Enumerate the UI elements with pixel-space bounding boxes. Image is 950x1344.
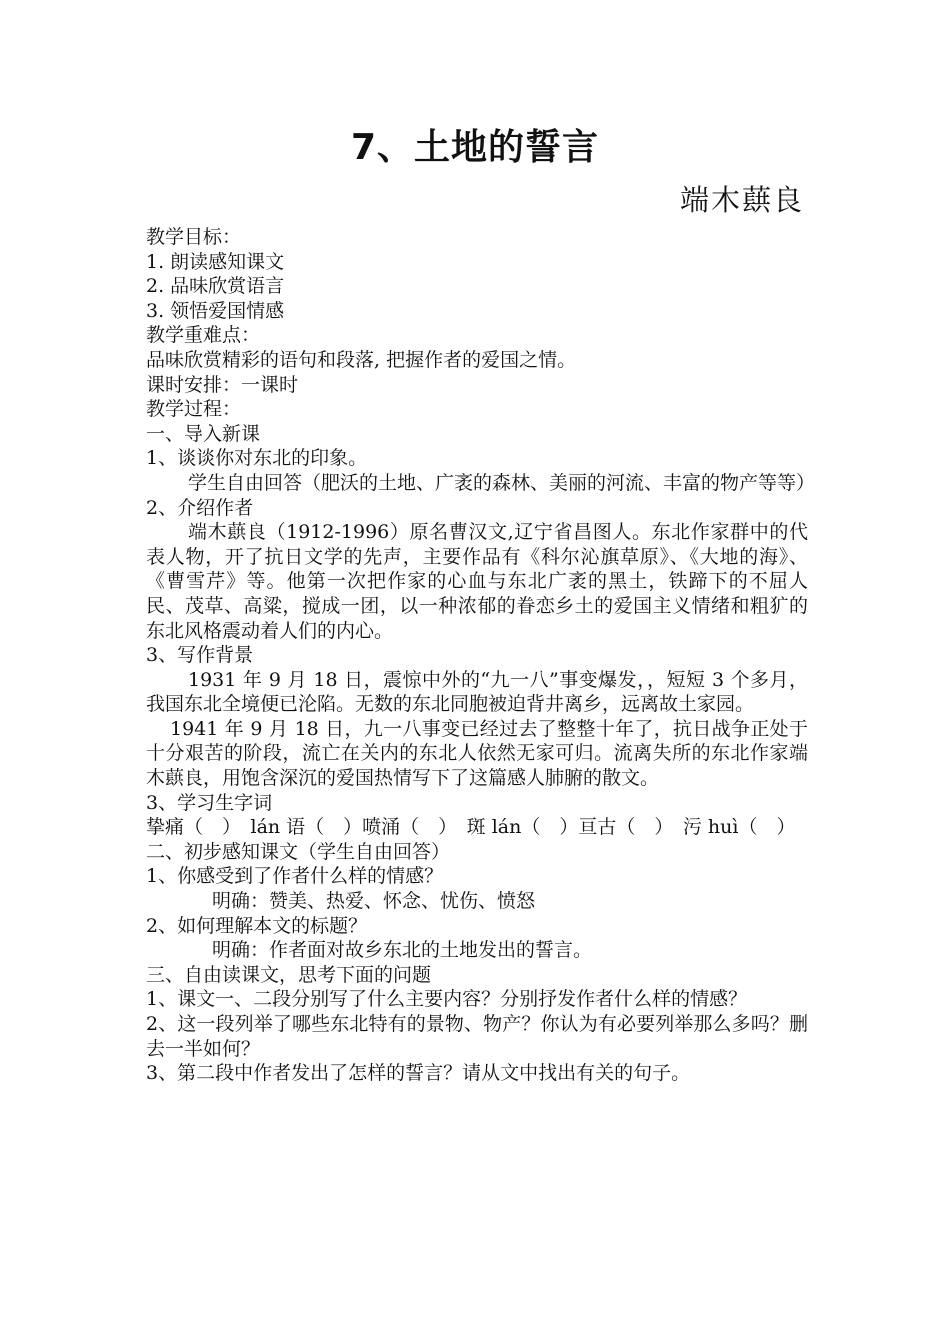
document-body xyxy=(146,225,816,1086)
goal-item: 1. 朗读感知课文 xyxy=(146,250,285,273)
step-heading: 3、写作背景 xyxy=(146,644,254,667)
key-points-heading: 教学重难点： xyxy=(146,324,261,347)
process-heading: 教学过程： xyxy=(146,398,242,421)
step-heading: 2、介绍作者 xyxy=(146,496,254,519)
goal-item: 3. 领悟爱国情感 xyxy=(146,299,285,322)
paragraph: 1941 年 9 月 18 日，九一八事变已经过去了整整十年了，抗日战争正处于十分艰苦的阶段，流亡在关内的东北人依然无家可归。流离失所的东北作家端木蕻良，用饱含深沉的爱国热情写下了这篇感人肺腑的散文。 xyxy=(146,717,808,790)
step-heading: 1、谈谈你对东北的印象。 xyxy=(146,447,368,470)
section-heading: 二、初步感知课文（学生自由回答） xyxy=(146,840,451,863)
step-heading: 3、学习生字词 xyxy=(146,791,273,814)
section-heading: 三、自由读课文，思考下面的问题 xyxy=(146,963,432,986)
answer: 明确：作者面对故乡东北的土地发出的誓言。 xyxy=(212,939,593,962)
teaching-goals-heading: 教学目标： xyxy=(146,226,242,248)
paragraph: 1931 年 9 月 18 日，震惊中外的“九一八”事变爆发，，短短 3 个多月，我国东北全境便已沦陷。无数的东北同胞被迫背井离乡，远离故土家园。 xyxy=(146,668,808,716)
paragraph: 端木蕻良（1912-1996）原名曹汉文,辽宁省昌图人。东北作家群中的代表人物，开了抗日文学的先声，主要作品有《科尔沁旗草原》、《大地的海》、《曹雪芹》等。他第一次把作家的心血与东北广袤的黑土，铁蹄下的不屈人民、茂草、高粱，搅成一团，以一种浓郁的眷恋乡土的爱国主义情绪和粗犷的东北风格震动着人们的内心。 xyxy=(146,521,808,642)
goal-item: 2. 品味欣赏语言 xyxy=(146,275,285,298)
document-author: 端木蕻良 xyxy=(679,183,804,217)
schedule-text: 课时安排：一课时 xyxy=(146,373,299,396)
question: 3、第二段中作者发出了怎样的誓言？请从文中找出有关的句子。 xyxy=(146,1062,691,1085)
paragraph: 学生自由回答（肥沃的土地、广袤的森林、美丽的河流、丰富的物产等等） xyxy=(188,471,816,494)
key-points-text: 品味欣赏精彩的语句和段落, 把握作者的爱国之情。 xyxy=(146,348,577,371)
document-title: 7、土地的誓言 xyxy=(350,127,600,168)
vocabulary-line: 挚痛（ ） lán 语（ ）喷涌（ ） 斑 lán（ ）亘古（ ） 污 huì（ ） xyxy=(146,816,796,839)
question: 2、如何理解本文的标题？ xyxy=(146,914,368,937)
question: 1、你感受到了作者什么样的情感？ xyxy=(146,865,444,888)
question: 2、这一段列举了哪些东北特有的景物、物产？你认为有必要列举那么多吗？删去一半如何？ xyxy=(146,1013,808,1060)
answer: 明确：赞美、热爱、怀念、忧伤、愤怒 xyxy=(212,890,536,913)
question: 1、课文一、二段分别写了什么主要内容？分别抒发作者什么样的情感？ xyxy=(146,988,748,1011)
section-heading: 一、导入新课 xyxy=(146,422,261,445)
